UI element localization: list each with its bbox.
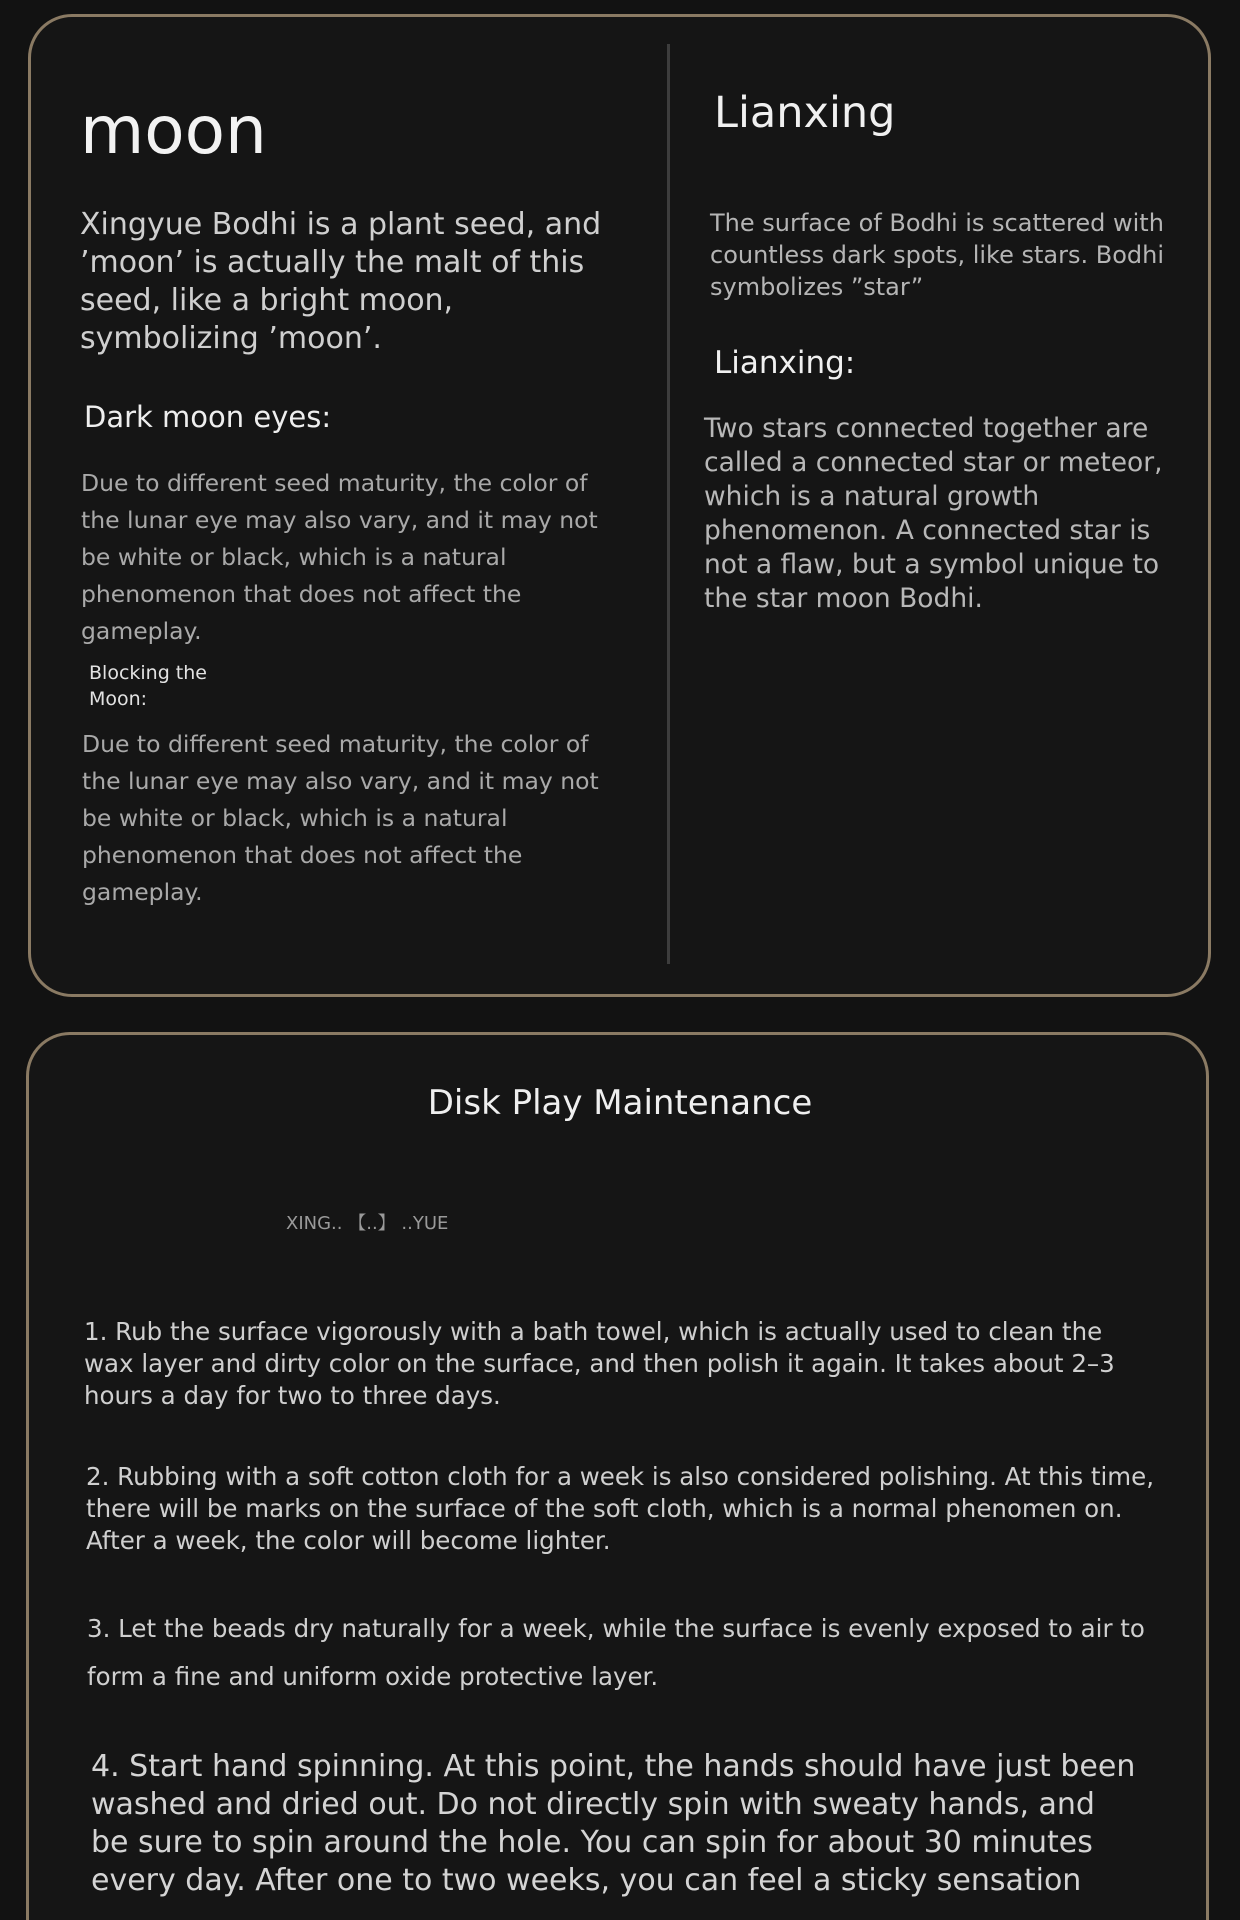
lianxing-subheading: Lianxing: (714, 345, 856, 381)
blocking-moon-text: Due to different seed maturity, the color of the lunar eye may also vary, and it may not be white or black, which is a natural phenomenon that does not affect the gameplay. (82, 730, 599, 906)
dark-moon-eyes-heading: Dark moon eyes: (84, 400, 332, 434)
maintenance-step-1: 1. Rub the surface vigorously with a bath towel, which is actually used to clean the wax layer and dirty color on the surface, and then polish it again. It takes about 2–3 hours a day for two to three days. (84, 1317, 1115, 1410)
blocking-moon-heading: Blocking the Moon: (89, 662, 207, 710)
dark-moon-eyes-text: Due to different seed maturity, the color of the lunar eye may also vary, and it may not be white or black, which is a natural phenomenon that does not affect the gameplay. (81, 469, 598, 645)
lianxing-text: Two stars connected together are called a connected star or meteor, which is a natural growth phenomenon. A connected star is not a flaw, but a symbol unique to the star moon Bodhi. (704, 413, 1163, 614)
brand-mark: XING.. 【..】 ..YUE (286, 1213, 449, 1234)
lianxing-title: Lianxing (714, 88, 896, 138)
maintenance-step-2: 2. Rubbing with a soft cotton cloth for a week is also considered polishing. At this time, there will be marks on the surface of the soft cloth, which is a normal phenomen on. After a week, the color will become lighter. (86, 1462, 1155, 1555)
maintenance-step-4: 4. Start hand spinning. At this point, the hands should have just been washed and dried out. Do not directly spin with sweaty hands, and be sure to spin around the hole. You can spin for about 30 minutes every day. After one to two weeks, you can feel a sticky sensation (91, 1749, 1136, 1898)
lianxing-description: The surface of Bodhi is scattered with countless dark spots, like stars. Bodhi symbolizes ”star” (710, 209, 1164, 301)
moon-intro: Xingyue Bodhi is a plant seed, and ’moon’ is actually the malt of this seed, like a bright moon, symbolizing ’moon’. (80, 207, 602, 356)
maintenance-step-3: 3. Let the beads dry naturally for a week, while the surface is evenly exposed to air to form a fine and uniform oxide protective layer. (87, 1614, 1145, 1691)
column-divider (667, 44, 670, 964)
maintenance-title: Disk Play Maintenance (427, 1083, 813, 1123)
moon-title: moon (80, 92, 267, 169)
